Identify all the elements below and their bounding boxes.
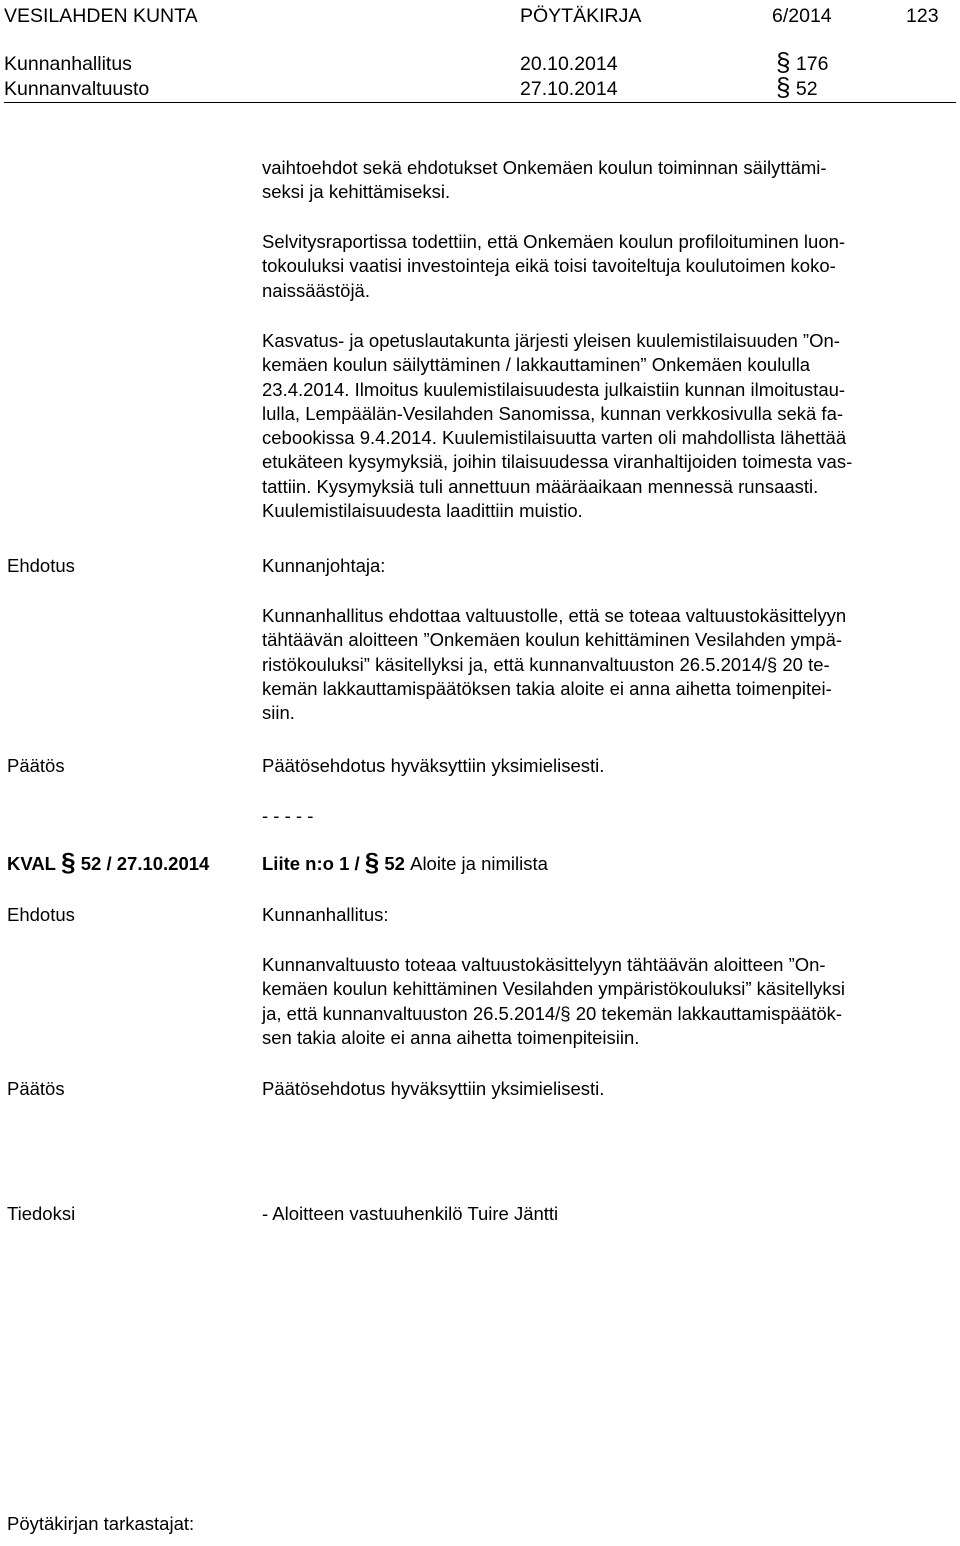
- text-line: sen takia aloite ei anna aihetta toimenpiteisiin.: [262, 1026, 640, 1048]
- org-name: VESILAHDEN KUNTA: [4, 5, 198, 27]
- decision-label: Päätös: [7, 755, 65, 776]
- proposer-text: Kunnanjohtaja:: [262, 555, 386, 576]
- proposal-text: [262, 604, 952, 725]
- text-line: seksi ja kehittämiseksi.: [262, 181, 451, 203]
- section-symbol: §: [776, 72, 791, 102]
- body-paragraph: [262, 230, 952, 303]
- text-line: kemäen koulun kehittäminen Vesilahden ympäristökouluksi” käsitellyksi: [262, 978, 846, 1000]
- text-line: kemän lakkauttamispäätöksen takia aloite ei anna aihetta toimenpitei-: [262, 677, 832, 699]
- text-line: naissäästöjä.: [262, 279, 370, 301]
- section-number: 52: [795, 78, 818, 100]
- doc-type: PÖYTÄKIRJA: [520, 5, 642, 27]
- text-line: etukäteen kysymyksiä, joihin tilaisuudessa viranhaltijoiden toimesta vas-: [262, 451, 853, 473]
- footer-label: Pöytäkirjan tarkastajat:: [7, 1513, 195, 1534]
- section-number: 176: [795, 53, 829, 75]
- proposer: [262, 903, 952, 927]
- text-line: tokouluksi vaatisi investointeja eikä toisi tavoiteltuja koulutoimen koko-: [262, 255, 836, 277]
- body-paragraph: [262, 156, 952, 205]
- kval-prefix: KVAL: [7, 853, 56, 874]
- text-line: vaihtoehdot sekä ehdotukset Onkemäen koulun toiminnan säilyttämi-: [262, 157, 827, 178]
- text-line: lulla, Lempäälän-Vesilahden Sanomissa, kunnan verkkosivulla sekä fa-: [262, 402, 844, 424]
- text-line: Selvitysraportissa todettiin, että Onkemäen koulun profiloituminen luon-: [262, 231, 846, 252]
- text-line: ristökouluksi” käsitellyksi ja, että kunnanvaltuuston 26.5.2014/§ 20 te-: [262, 653, 830, 675]
- decision-text: [262, 754, 952, 778]
- attachment-prefix: Liite n:o 1 /: [262, 853, 360, 874]
- text-line: Kunnanvaltuusto toteaa valtuustokäsittelyyn tähtäävän aloitteen ”On-: [262, 954, 826, 975]
- doc-number: 6/2014: [772, 5, 832, 27]
- text-line: 23.4.2014. Ilmoitus kuulemistilaisuudesta julkaistiin kunnan ilmoitustau-: [262, 378, 846, 400]
- notice-line: - Aloitteen vastuuhenkilö Tuire Jäntti: [262, 1203, 559, 1224]
- decision-label: Päätös: [7, 1078, 65, 1099]
- notice-label: Tiedoksi: [7, 1203, 76, 1224]
- section-symbol: §: [364, 847, 380, 877]
- text-line: siin.: [262, 702, 295, 724]
- body-name: Kunnanvaltuusto: [4, 78, 150, 100]
- text-line: kemäen koulun säilyttäminen / lakkauttaminen” Onkemäen koululla: [262, 354, 811, 376]
- meeting-date: 20.10.2014: [520, 53, 618, 75]
- proposal-label: Ehdotus: [7, 904, 75, 925]
- proposer-text: Kunnanhallitus:: [262, 904, 389, 925]
- text-line: tähtäävän aloitteen ”Onkemäen koulun kehittäminen Vesilahden ympä-: [262, 629, 843, 651]
- section-symbol: §: [61, 847, 76, 877]
- section-symbol: §: [776, 47, 791, 77]
- text-line: ja, että kunnanvaltuuston 26.5.2014/§ 20 tekemän lakkauttamispäätök-: [262, 1002, 843, 1024]
- kval-reference: [7, 847, 210, 877]
- decision-text: [262, 1077, 952, 1101]
- separator-text: - - - - -: [262, 805, 314, 826]
- proposer: [262, 554, 952, 578]
- separator: [262, 804, 952, 828]
- notice-text: [262, 1202, 952, 1226]
- meeting-date: 27.10.2014: [520, 78, 618, 100]
- text-line: Kunnanhallitus ehdottaa valtuustolle, että se toteaa valtuustokäsittelyyn: [262, 605, 847, 626]
- page-number: 123: [906, 5, 939, 27]
- attachment-number: 52: [384, 853, 405, 874]
- body-name: Kunnanhallitus: [4, 53, 132, 75]
- attachment-title: Aloite ja nimilista: [410, 853, 548, 874]
- text-line: cebookissa 9.4.2014. Kuulemistilaisuutta varten oli mahdollista lähettää: [262, 427, 847, 449]
- section-ref: [776, 72, 818, 102]
- body-paragraph: [262, 329, 952, 523]
- text-line: tattiin. Kysymyksiä tuli annettuun määräaikaan mennessä runsaasti.: [262, 475, 819, 497]
- text-line: Kasvatus- ja opetuslautakunta järjesti yleisen kuulemistilaisuuden ”On-: [262, 330, 840, 351]
- attachment-line: [262, 847, 952, 877]
- proposal-text: [262, 953, 952, 1050]
- proposal-label: Ehdotus: [7, 555, 75, 576]
- text-line: Kuulemistilaisuudesta laadittiin muistio.: [262, 500, 583, 522]
- decision-line: Päätösehdotus hyväksyttiin yksimielisesti.: [262, 1078, 605, 1099]
- kval-ref-rest: 52 / 27.10.2014: [80, 853, 210, 874]
- decision-line: Päätösehdotus hyväksyttiin yksimielisesti.: [262, 755, 605, 776]
- header-divider: [4, 102, 956, 103]
